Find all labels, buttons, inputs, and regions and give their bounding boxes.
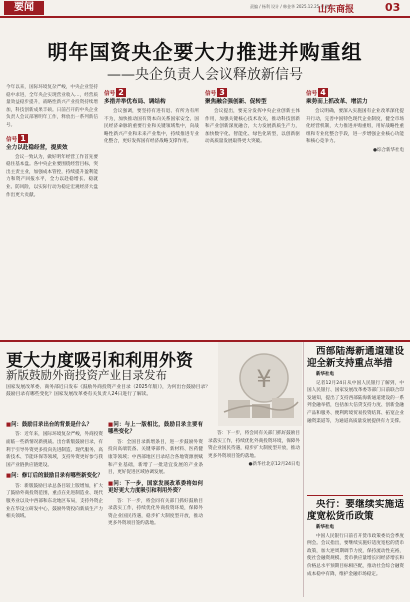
- qa-3-answer: 答：全国目录新增条目，进一步鼓励外资投向高端装备、关键零部件、新材料、医药健康等领域；中西部地区目录结合各地资源禀赋和产业基础，新增了一批适宜发展的产业条目，更好促进区域协调发展。: [108, 439, 203, 476]
- feature-column-2: [108, 418, 203, 598]
- signal-1-heading: [6, 134, 98, 152]
- signal-label: 信号: [205, 91, 217, 97]
- lead-column-1: [6, 84, 98, 336]
- lead-headline: 明年国资央企要大力推进并购重组: [47, 40, 363, 64]
- lead-column-4: [306, 84, 404, 336]
- signal-4-heading: [306, 88, 404, 106]
- side-story-1-body: 记者12月24日从中国人民银行了解到，中国人民银行、国家发展改革委等部门日前联合印发通知，提出了支持西部陆海新通道建设的一系列金融举措，包括加大信贷支持力度、创新金融产品和服务、便利跨境贸易投资结算、拓宽企业融资渠道等，为通道高质量发展提供有力支撑。: [307, 380, 404, 424]
- question-text: 问：修订后的鼓励目录有哪些新变化？: [11, 473, 103, 480]
- signal-number: 4: [320, 88, 326, 97]
- signal-label: 信号: [104, 91, 116, 97]
- header-meta: 责编 / 杨利 设计 / 韩金华 2025.12.25 星期四: [250, 4, 333, 9]
- svg-text:¥: ¥: [256, 365, 272, 393]
- paper-name: 山东商报: [318, 5, 355, 15]
- section-divider: [0, 340, 410, 342]
- side-story-1-title: 西部陆海新通道建设迎全新支持重点举措: [307, 346, 404, 369]
- question-text: 问：与上一版相比，鼓励目录主要有哪些变化？: [108, 422, 203, 436]
- side-story-2-byline: 新华社电: [316, 525, 334, 530]
- side-story-2: [307, 499, 404, 598]
- column-rule: [303, 342, 304, 597]
- side-divider: [307, 495, 403, 496]
- question-text: 问：下一步，国家发展改革委将如何更好更大力度吸引和利用外资？: [108, 480, 203, 495]
- qa-2-answer: 答：新版鼓励目录总条目较上版增加，扩大了鼓励外商投资范围，重点在先进制造业、现代服务业以及中西部和东北地区布局，支持外资企业在华设立研发中心，鼓励外资投向新质生产力相关领域。: [6, 483, 103, 520]
- page-number: 03: [385, 1, 401, 14]
- lead-subheadline: ——央企负责人会议释放新信号: [107, 67, 303, 83]
- lead-column-3: [205, 84, 300, 336]
- feature-continued: 答：下一步，将会同有关部门抓好鼓励目录落实工作，持续优化外商投资环境，保障外资企业国民待遇，稳步扩大制度型开放，推动更多外资项目签约落地。: [208, 431, 300, 459]
- signal-title: 全力以赴稳经营，提质效: [6, 144, 68, 151]
- side-story-2-body: 中国人民银行日前召开货币政策委员会季度例会。会议指出，要继续实施好适度宽松的货币政策，加大逆周期调节力度，保持流动性充裕，使社会融资规模、货币供应量增长同经济增长和价格总水平预期目标相匹配，推动社会综合融资成本稳中有降，维护金融市场稳定。: [307, 533, 404, 577]
- side-story-2-title: 央行：要继续实施适度宽松货币政策: [307, 499, 404, 522]
- masthead: [0, 0, 410, 18]
- feature-intro: 国家发展改革委、商务部近日发布《鼓励外商投资产业目录（2025年版）》，为何出台鼓励目录？鼓励目录有哪些变化？国家发展改革委有关负责人24日进行了解读。: [6, 385, 211, 397]
- signal-title: 多措并举优布局、调结构: [104, 99, 166, 105]
- signal-3-body: 会议提出，要充分发挥中央企业创新主体作用，加强关键核心技术攻关，推动科技创新和产业创新深度融合，大力发展新质生产力，加快数字化、智能化、绿色化转型，以创新驱动高质量发展取得更大突破。: [205, 109, 300, 145]
- qa-4-question: ■问：下一步，国家发展改革委将如何更好更大力度吸引和利用外资？: [108, 480, 203, 495]
- signal-number: 2: [118, 88, 124, 97]
- signal-number: 1: [20, 133, 26, 143]
- side-story-1-byline: 新华社电: [316, 372, 334, 377]
- lead-source: ●综合新华社电: [373, 147, 404, 153]
- signal-title: 乘势而上抓改革、增活力: [306, 99, 368, 105]
- feature-column-1: [6, 418, 103, 598]
- signal-title: 聚焦融合强创新、促转型: [205, 99, 267, 105]
- currency-illustration-icon: [218, 342, 302, 426]
- signal-1-body: 会议一致认为，做好明年经营工作首先要稳住基本盘。各中央企业要围绕经营目标，突出主责主业，加强成本管控，持续提升盈利能力和资产回报水平，全力以赴稳增长、稳就业、防风险，以实际行动为稳定宏观经济大盘作出更大贡献。: [6, 154, 98, 198]
- feature-source: ●新华社北京12月24日电: [248, 462, 300, 468]
- qa-2-question: ■问：修订后的鼓励目录有哪些新变化？: [6, 473, 103, 480]
- feature-subheadline: 新版鼓励外商投资产业目录发布: [6, 368, 167, 382]
- signal-label: 信号: [306, 91, 318, 97]
- feature-column-3: [208, 430, 300, 598]
- qa-1-question: ■问：鼓励目录出台的背景是什么？: [6, 422, 92, 428]
- signal-2-body: 会议强调，要坚持有进有退、有所为有所不为，加快推动国有资本向关系国家安全、国民经济命脉的重要行业和关键领域集中，向战略性新兴产业和未来产业集中，持续推进专业化整合，更好发挥国有经济战略支撑作用。: [104, 109, 199, 145]
- question-text: 问：鼓励目录出台的背景是什么？: [11, 422, 92, 428]
- signal-2-heading: [104, 88, 199, 106]
- side-story-1: [307, 346, 404, 492]
- qa-3-question: ■问：与上一版相比，鼓励目录主要有哪些变化？: [108, 422, 203, 436]
- qa-4-answer: 答：下一步，将会同有关部门抓好鼓励目录落实工作，持续优化外商投资环境，保障外资企业国民待遇，稳步扩大制度型开放，推动更多外资项目签约落地。: [108, 498, 203, 527]
- signal-3-heading: [205, 88, 300, 106]
- lead-intro: 今年以来，国际环境复杂严峻，中央企业坚持稳中求进，全年央企实现营业收入…，经营质量效益稳步提升，战略性新兴产业投资持续增加，科技创新成果丰硕。日前召开的中央企业负责人会议部署明年工作，释放出一系列新信号。: [6, 85, 98, 128]
- signal-label: 信号: [6, 136, 18, 143]
- lead-column-2: [104, 84, 199, 336]
- feature-headline: 更大力度吸引和利用外资: [6, 351, 193, 371]
- section-tag: 要闻: [4, 1, 44, 15]
- signal-4-body: 会议明确，要深入实施国有企业改革深化提升行动，完善中国特色现代企业制度，健全市场化经营机制，大力推进并购重组，用好战略性重组和专业化整合手段，进一步增强企业核心功能和核心竞争力。: [306, 109, 404, 145]
- signal-number: 3: [219, 88, 225, 97]
- qa-1-answer: 答：近年来，国际环境复杂严峻，外商投资面临一些新情况新挑战。出台新版鼓励目录，有利于引导外资更多投向先进制造、现代服务、高新技术、节能环保等领域，支持外资更好参与我国产业链供应链建设。: [6, 432, 103, 468]
